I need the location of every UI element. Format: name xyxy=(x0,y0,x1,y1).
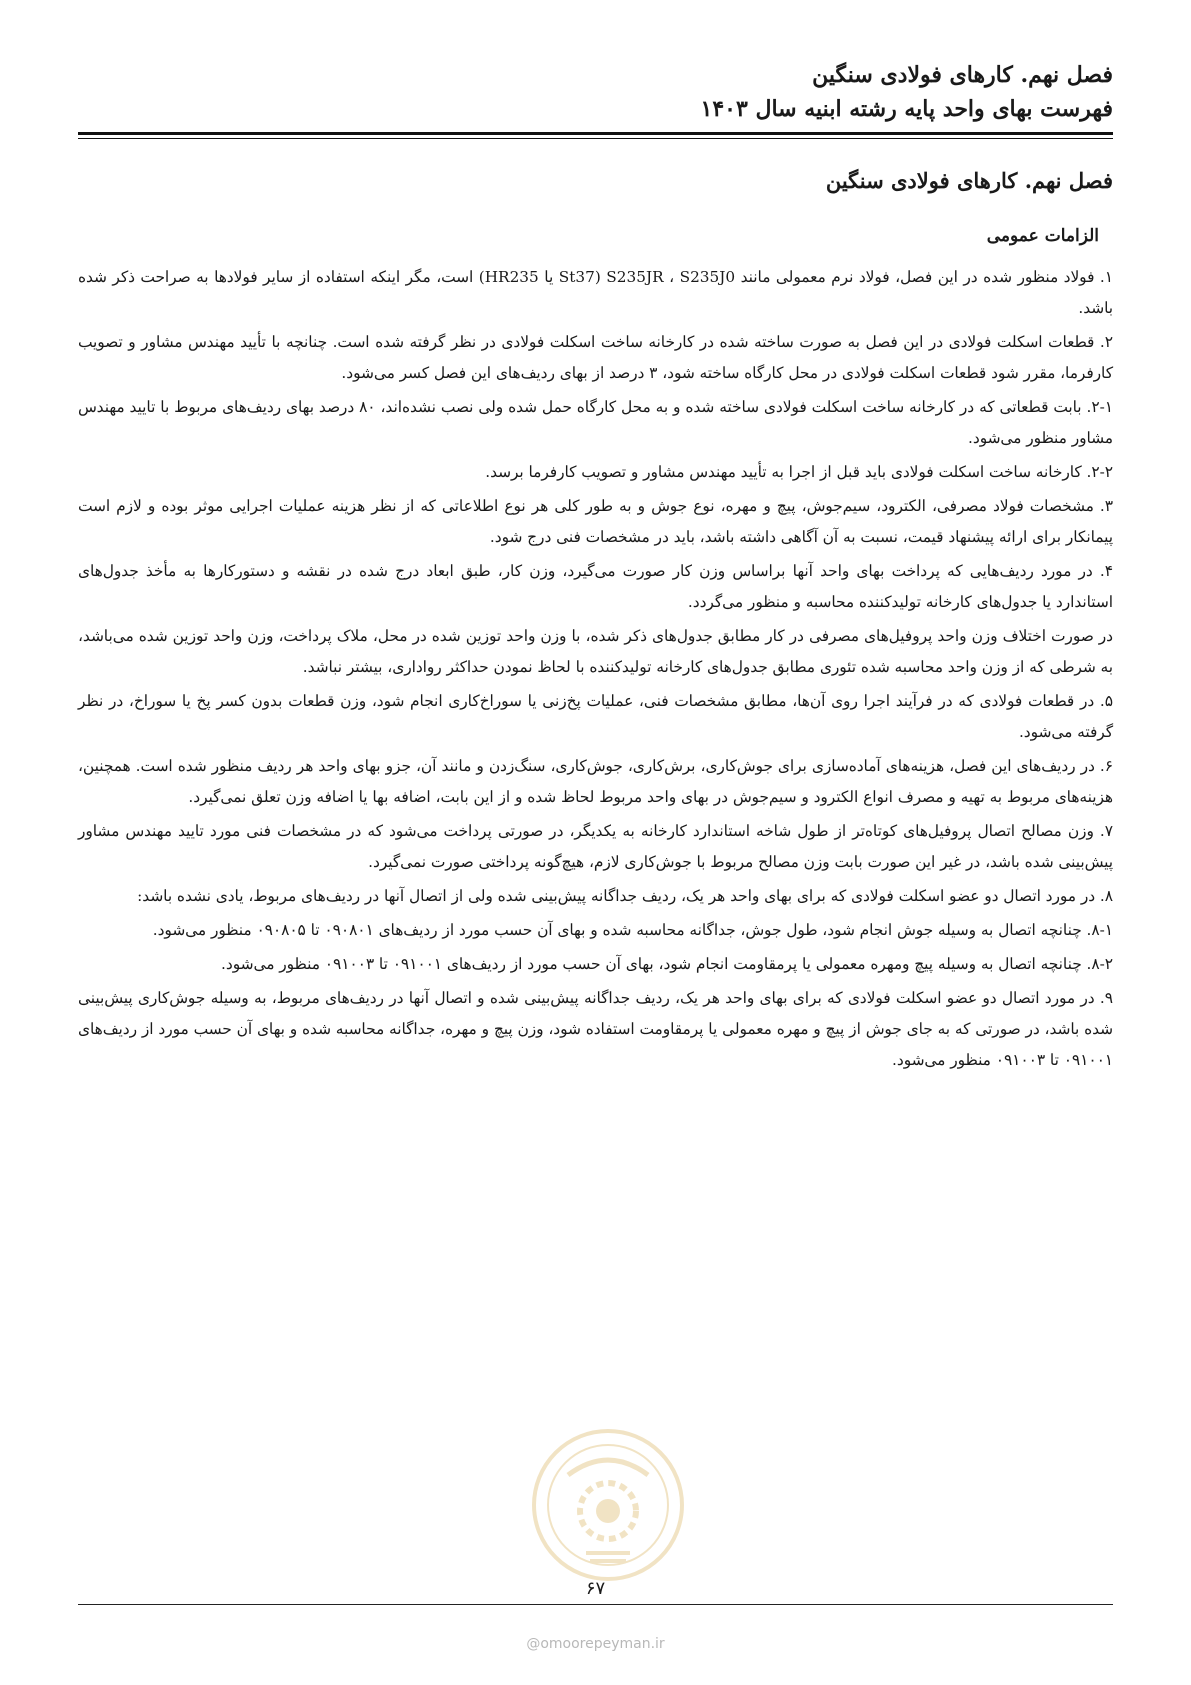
paragraph-8-1: ۸-۱. چنانچه اتصال به وسیله جوش انجام شود، طول جوش، جداگانه محاسبه شده و بهای آن حسب مورد از ردیف‌های ۰۹۰۸۰۱ تا ۰۹۰۸۰۵ منظور می‌شود. xyxy=(152,921,1113,939)
paragraph-2-2: ۲-۲. کارخانه ساخت اسکلت فولادی باید قبل از اجرا به تأیید مهندس مشاور و تصویب کارفرما برسد. xyxy=(485,463,1113,481)
paragraph-8-2: ۸-۲. چنانچه اتصال به وسیله پیچ ومهره معمولی یا پرمقاومت انجام شود، بهای آن حسب مورد از ردیف‌های ۰۹۱۰۰۱ تا ۰۹۱۰۰۳ منظور می‌شود. xyxy=(221,955,1113,973)
body-text xyxy=(78,262,1113,1079)
header-document-title: فهرست بهای واحد پایه رشته ابنیه سال ۱۴۰۳ xyxy=(700,96,1113,122)
paragraph-8: ۸. در مورد اتصال دو عضو اسکلت فولادی که برای بهای واحد هر یک، ردیف جداگانه پیش‌بینی شده ولی از اتصال آنها در ردیف‌های مربوط، یادی نشده باشد: xyxy=(137,887,1113,905)
chapter-title: فصل نهم. کارهای فولادی سنگین xyxy=(825,168,1113,193)
paragraph-9: ۹. در مورد اتصال دو عضو اسکلت فولادی که برای بهای واحد هر یک، ردیف جداگانه پیش‌بینی شده و اتصال آنها در ردیف‌های مربوط، به وسیله جوش‌کاری پیش‌بینی شده باشد، در صورتی که به جای جوش از پیچ و مهره معمولی یا پرمقاومت استفاده شود، وزن پیچ و مهره، جداگانه محاسبه شده و بهای آن حسب مورد از ردیف‌های ۰۹۱۰۰۱ تا ۰۹۱۰۰۳ منظور می‌شود. xyxy=(78,989,1113,1069)
paragraph-6: ۶. در ردیف‌های این فصل، هزینه‌های آماده‌سازی برای جوش‌کاری، برش‌کاری، جوش‌کاری، سنگ‌زدن و مانند آن، جزو بهای واحد هر ردیف منظور شده است. همچنین، هزینه‌های مربوط به تهیه و مصرف انواع الکترود و سیم‌جوش در بهای واحد مربوط لحاظ شده و از این بابت، اضافه بها یا اضافه وزن تعلق نمی‌گیرد. xyxy=(78,757,1113,806)
paragraph-7: ۷. وزن مصالح اتصال پروفیل‌های کوتاه‌تر از طول شاخه استاندارد کارخانه به یکدیگر، در صورتی پرداخت می‌شود که در مشخصات فنی مورد تایید مهندس مشاور پیش‌بینی شده باشد، در غیر این صورت بابت وزن مصالح مربوط با جوش‌کاری لازم، هیچ‌گونه پرداختی صورت نمی‌گیرد. xyxy=(78,822,1113,871)
header-rule-thick xyxy=(78,132,1113,135)
section-title: الزامات عمومی xyxy=(986,226,1099,246)
watermark-seal-icon xyxy=(528,1415,688,1595)
page-number: ۶۷ xyxy=(585,1578,606,1599)
header-chapter: فصل نهم. کارهای فولادی سنگین xyxy=(812,62,1113,88)
paragraph-2: ۲. قطعات اسکلت فولادی در این فصل به صورت ساخته شده در کارخانه ساخت اسکلت فولادی در نظر گرفته شده است. چنانچه با تأیید مهندس مشاور و تصویب کارفرما، مقرر شود قطعات اسکلت فولادی در محل کارگاه ساخته شود، ۳ درصد از بهای ردیف‌های این فصل کسر می‌شود. xyxy=(78,333,1113,382)
paragraph-1: ۱. فولاد منظور شده در این فصل، فولاد نرم معمولی مانند St37) S235JR ، S235J0 یا HR235) است، مگر اینکه استفاده از سایر فولادها به صراحت ذکر شده باشد. xyxy=(78,268,1113,317)
paragraph-2-1: ۲-۱. بابت قطعاتی که در کارخانه ساخت اسکلت فولادی ساخته شده و به محل کارگاه حمل شده ولی نصب نشده‌اند، ۸۰ درصد بهای ردیف‌های مربوط با تایید مهندس مشاور منظور می‌شود. xyxy=(78,398,1113,447)
page-header xyxy=(78,58,1113,126)
paragraph-5: ۵. در قطعات فولادی که در فرآیند اجرا روی آن‌ها، مطابق مشخصات فنی، عملیات پخ‌زنی یا سوراخ‌کاری انجام شود، وزن قطعات بدون کسر پخ یا سوراخ، در نظر گرفته می‌شود. xyxy=(78,692,1113,741)
header-rule-thin xyxy=(78,138,1113,139)
paragraph-3: ۳. مشخصات فولاد مصرفی، الکترود، سیم‌جوش، پیچ و مهره، نوع جوش و به طور کلی هر نوع اطلاعاتی که از نظر هزینه عملیات اجرایی موثر بوده و لازم است پیمانکار برای ارائه پیشنهاد قیمت، نسبت به آن آگاهی داشته باشد، باید در مشخصات فنی درج شود. xyxy=(78,497,1113,546)
footer-rule xyxy=(78,1604,1113,1605)
paragraph-4-continued: در صورت اختلاف وزن واحد پروفیل‌های مصرفی در کار مطابق جدول‌های ذکر شده، با وزن واحد توزین شده در محل، ملاک پرداخت، وزن واحد توزین شده می‌باشد، به شرطی که از وزن واحد محاسبه شده تئوری مطابق جدول‌های کارخانه تولیدکننده با لحاظ نمودن حداکثر رواداری، بیشتر نباشد. xyxy=(78,627,1113,676)
paragraph-4: ۴. در مورد ردیف‌هایی که پرداخت بهای واحد آنها براساس وزن کار صورت می‌گیرد، وزن کار، طبق ابعاد درج شده در نقشه و دستورکارها به مأخذ جدول‌های استاندارد یا جدول‌های کارخانه تولیدکننده محاسبه و منظور می‌گردد. xyxy=(78,562,1113,611)
footer-site-url: @omoorepeyman.ir xyxy=(526,1636,665,1652)
